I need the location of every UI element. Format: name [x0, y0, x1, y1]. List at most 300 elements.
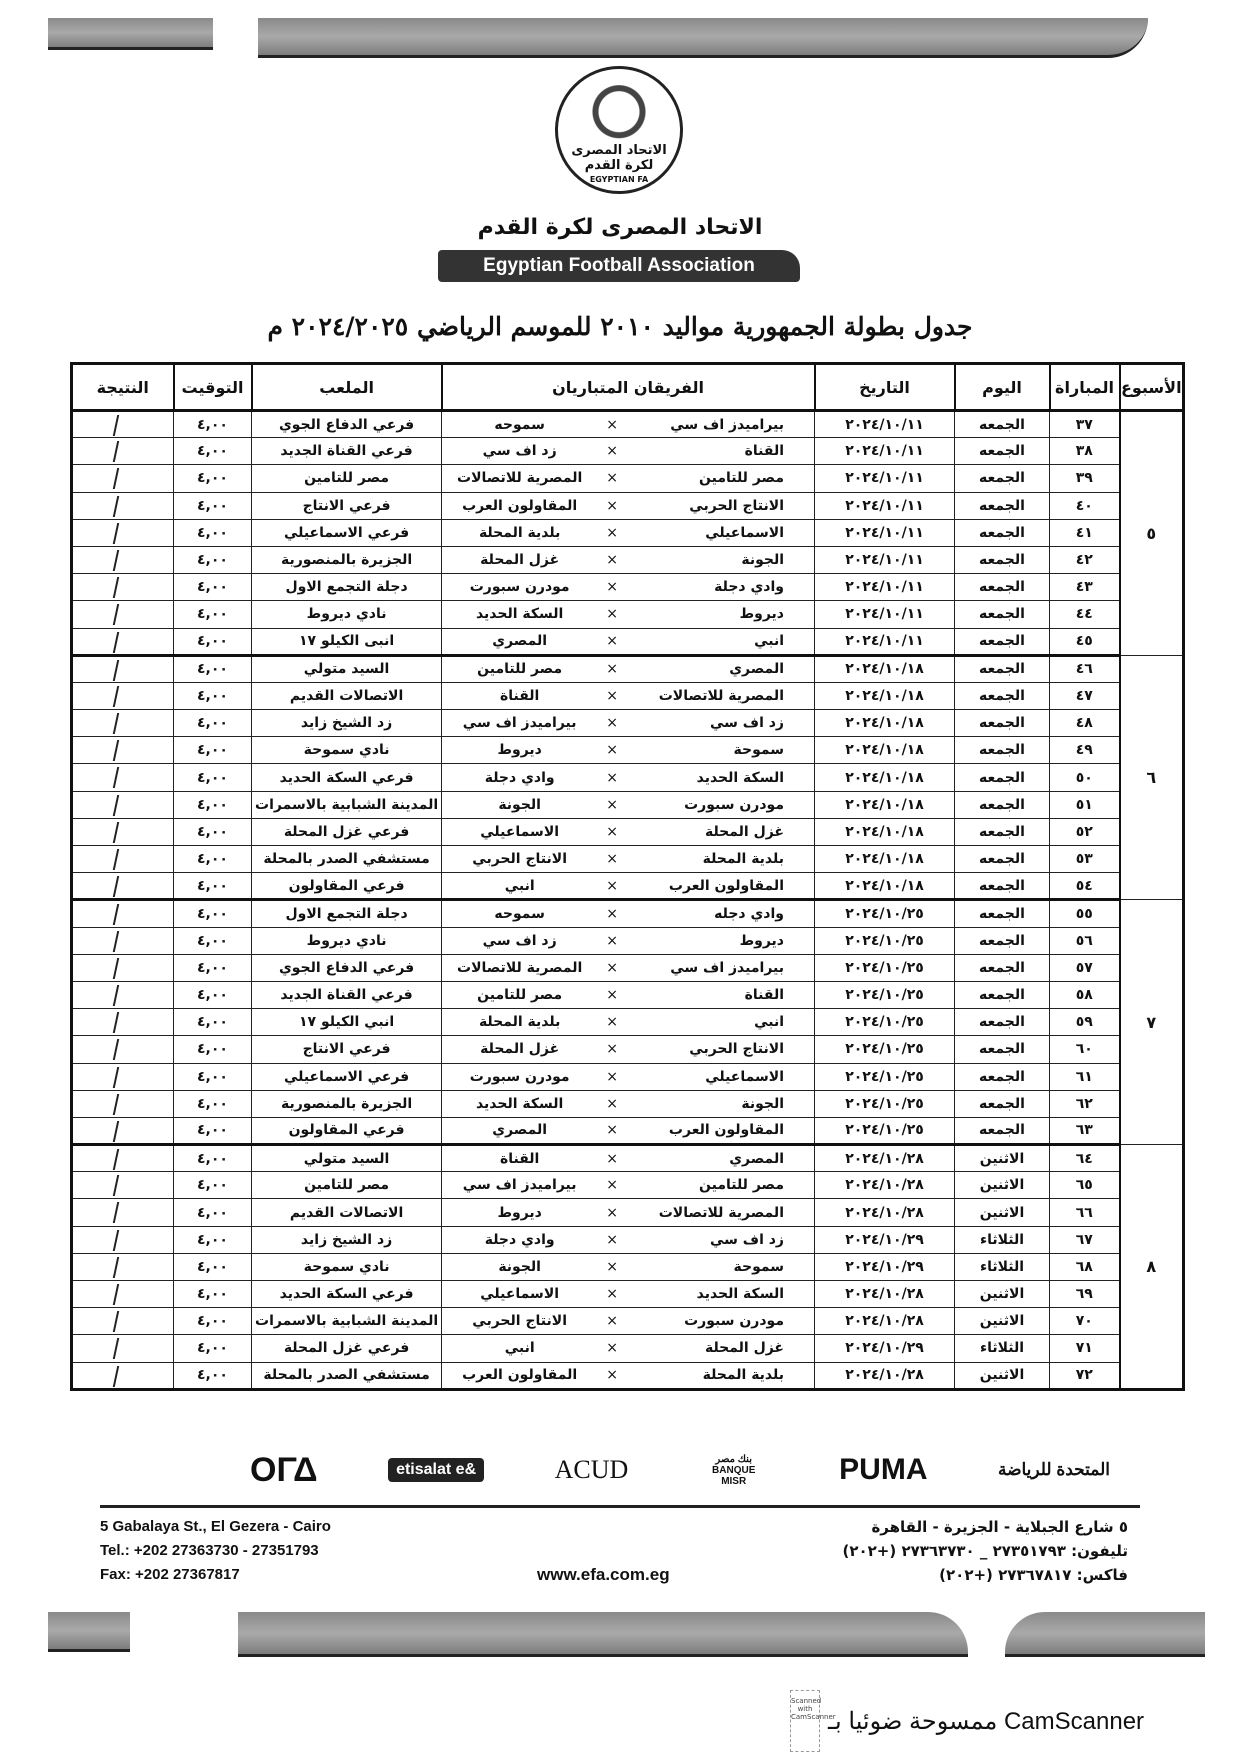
match-number: ٤٤: [1050, 601, 1120, 628]
kickoff-time: ٤,٠٠: [174, 1253, 252, 1280]
match-number: ٧١: [1050, 1335, 1120, 1362]
col-week: الأسبوع: [1120, 364, 1184, 411]
vs-mark: ×: [597, 1253, 627, 1280]
result-cell: [72, 737, 174, 764]
home-team: سموحة: [627, 1253, 814, 1280]
kickoff-time: ٤,٠٠: [174, 1172, 252, 1199]
col-time: التوقيت: [174, 364, 252, 411]
match-number: ٥٨: [1050, 981, 1120, 1008]
match-day: الجمعه: [955, 465, 1050, 492]
match-day: الجمعه: [955, 574, 1050, 601]
home-team: مودرن سبورت: [627, 791, 814, 818]
table-row: [72, 764, 1184, 791]
table-row: [72, 438, 1184, 465]
footer-stripe-right: [1005, 1612, 1205, 1657]
match-date: ٢٠٢٤/١٠/٢٩: [815, 1226, 955, 1253]
result-slash: [113, 740, 119, 761]
vs-mark: ×: [597, 492, 627, 519]
result-cell: [72, 1145, 174, 1172]
address-line: 5 Gabalaya St., El Gezera - Cairo: [100, 1518, 331, 1535]
table-row: [72, 655, 1184, 682]
kickoff-time: ٤,٠٠: [174, 1090, 252, 1117]
stadium: فرعي الدفاع الجوي: [252, 411, 442, 438]
kickoff-time: ٤,٠٠: [174, 1117, 252, 1144]
result-cell: [72, 1308, 174, 1335]
home-team: بلدية المحلة: [627, 846, 814, 873]
result-slash: [113, 550, 119, 571]
away-team: الانتاج الحربي: [442, 846, 598, 873]
table-row: [72, 601, 1184, 628]
stadium: فرعي السكة الحديد: [252, 1281, 442, 1308]
kickoff-time: ٤,٠٠: [174, 791, 252, 818]
sponsors-bar: [250, 1445, 1110, 1495]
header-stripe-left: [48, 18, 213, 50]
table-header: [72, 364, 1184, 411]
kickoff-time: ٤,٠٠: [174, 546, 252, 573]
stadium: زد الشيخ زايد: [252, 710, 442, 737]
match-date: ٢٠٢٤/١٠/٢٥: [815, 900, 955, 927]
kickoff-time: ٤,٠٠: [174, 927, 252, 954]
match-number: ٧٢: [1050, 1362, 1120, 1389]
table-row: [72, 682, 1184, 709]
home-team: المصري: [627, 1145, 814, 1172]
vs-mark: ×: [597, 519, 627, 546]
result-cell: [72, 1281, 174, 1308]
table-row: [72, 1253, 1184, 1280]
table-row: [72, 900, 1184, 927]
result-cell: [72, 519, 174, 546]
result-slash: [113, 632, 119, 653]
result-cell: [72, 873, 174, 900]
vs-mark: ×: [597, 737, 627, 764]
home-team: المصري: [627, 655, 814, 682]
vs-mark: ×: [597, 981, 627, 1008]
match-number: ٦٥: [1050, 1172, 1120, 1199]
week-number: ٥: [1120, 411, 1184, 656]
away-team: مصر للتامين: [442, 655, 598, 682]
away-team: غزل المحلة: [442, 1036, 598, 1063]
match-number: ٤٦: [1050, 655, 1120, 682]
home-team: المقاولون العرب: [627, 1117, 814, 1144]
match-number: ٥٤: [1050, 873, 1120, 900]
match-day: الجمعه: [955, 791, 1050, 818]
vs-mark: ×: [597, 465, 627, 492]
week-number: ٧: [1120, 900, 1184, 1145]
page-title: جدول بطولة الجمهورية مواليد ٢٠١٠ للموسم الرياضي ٢٠٢٤/٢٠٢٥ م: [267, 312, 973, 341]
home-team: وادي دجلة: [627, 574, 814, 601]
match-day: الاثنين: [955, 1308, 1050, 1335]
stadium: الاتصالات القديم: [252, 1199, 442, 1226]
match-day: الجمعه: [955, 846, 1050, 873]
match-number: ٦٩: [1050, 1281, 1120, 1308]
vs-mark: ×: [597, 655, 627, 682]
vs-mark: ×: [597, 546, 627, 573]
stadium: مصر للتامين: [252, 1172, 442, 1199]
match-day: الجمعه: [955, 1090, 1050, 1117]
result-slash: [113, 1311, 119, 1332]
result-slash: [113, 1012, 119, 1033]
match-number: ٣٨: [1050, 438, 1120, 465]
match-date: ٢٠٢٤/١٠/١١: [815, 628, 955, 655]
home-team: انبي: [627, 628, 814, 655]
table-row: [72, 791, 1184, 818]
match-number: ٤٢: [1050, 546, 1120, 573]
match-day: الثلاثاء: [955, 1335, 1050, 1362]
result-slash: [113, 985, 119, 1006]
table-row: [72, 1308, 1184, 1335]
table-row: [72, 1226, 1184, 1253]
kickoff-time: ٤,٠٠: [174, 873, 252, 900]
table-row: [72, 873, 1184, 900]
away-team: ديروط: [442, 737, 598, 764]
result-slash: [113, 1230, 119, 1251]
match-date: ٢٠٢٤/١٠/٢٥: [815, 954, 955, 981]
table-row: [72, 628, 1184, 655]
away-team: بلدية المحلة: [442, 519, 598, 546]
stadium: مستشفي الصدر بالمحلة: [252, 846, 442, 873]
logo-text-ar: الاتحاد المصرى لكرة القدم: [571, 143, 667, 173]
away-team: المقاولون العرب: [442, 1362, 598, 1389]
match-day: الجمعه: [955, 818, 1050, 845]
vs-mark: ×: [597, 764, 627, 791]
stadium: انبي الكيلو ١٧: [252, 1009, 442, 1036]
match-number: ٥٣: [1050, 846, 1120, 873]
match-day: الثلاثاء: [955, 1226, 1050, 1253]
result-slash: [113, 767, 119, 788]
table-row: [72, 818, 1184, 845]
result-cell: [72, 1226, 174, 1253]
address-en: [100, 1515, 331, 1587]
match-day: الجمعه: [955, 628, 1050, 655]
match-day: الاثنين: [955, 1145, 1050, 1172]
kickoff-time: ٤,٠٠: [174, 764, 252, 791]
stadium: فرعي الانتاج: [252, 1036, 442, 1063]
result-slash: [113, 713, 119, 734]
result-cell: [72, 1335, 174, 1362]
match-number: ٥١: [1050, 791, 1120, 818]
fixtures-table: [70, 362, 1185, 1391]
result-cell: [72, 710, 174, 737]
match-date: ٢٠٢٤/١٠/١٨: [815, 737, 955, 764]
match-date: ٢٠٢٤/١٠/٢٥: [815, 981, 955, 1008]
away-team: مودرن سبورت: [442, 1063, 598, 1090]
match-day: الثلاثاء: [955, 1253, 1050, 1280]
kickoff-time: ٤,٠٠: [174, 655, 252, 682]
result-cell: [72, 900, 174, 927]
sponsor-ora: OΓΔ: [250, 1450, 318, 1489]
match-date: ٢٠٢٤/١٠/٢٨: [815, 1172, 955, 1199]
stadium: دجلة التجمع الاول: [252, 574, 442, 601]
match-day: الجمعه: [955, 981, 1050, 1008]
result-slash: [113, 931, 119, 952]
vs-mark: ×: [597, 1281, 627, 1308]
vs-mark: ×: [597, 818, 627, 845]
efa-logo: [555, 66, 683, 194]
sponsor-puma: PUMA: [839, 1453, 928, 1486]
table-row: [72, 737, 1184, 764]
result-slash: [113, 1257, 119, 1278]
result-cell: [72, 1063, 174, 1090]
result-slash: [113, 660, 119, 681]
kickoff-time: ٤,٠٠: [174, 682, 252, 709]
stadium: فرعي المقاولون: [252, 873, 442, 900]
stadium: مستشفي الصدر بالمحلة: [252, 1362, 442, 1389]
table-row: [72, 846, 1184, 873]
away-team: الاسماعيلي: [442, 1281, 598, 1308]
away-team: زد اف سي: [442, 438, 598, 465]
stadium: فرعي الاسماعيلي: [252, 1063, 442, 1090]
match-day: الجمعه: [955, 900, 1050, 927]
table-row: [72, 1036, 1184, 1063]
match-number: ٤٨: [1050, 710, 1120, 737]
match-date: ٢٠٢٤/١٠/١٨: [815, 655, 955, 682]
home-team: وادي دجله: [627, 900, 814, 927]
col-teams: الفريقان المتباريان: [442, 364, 815, 411]
table-row: [72, 1172, 1184, 1199]
camscanner-badge: Scanned with CamScanner: [790, 1690, 820, 1752]
match-day: الجمعه: [955, 1036, 1050, 1063]
kickoff-time: ٤,٠٠: [174, 438, 252, 465]
kickoff-time: ٤,٠٠: [174, 900, 252, 927]
result-cell: [72, 682, 174, 709]
result-slash: [113, 849, 119, 870]
match-date: ٢٠٢٤/١٠/٢٨: [815, 1199, 955, 1226]
vs-mark: ×: [597, 411, 627, 438]
home-team: المقاولون العرب: [627, 873, 814, 900]
address-line-ar: ٥ شارع الجبلاية - الجزيرة - القاهرة: [871, 1518, 1128, 1536]
match-date: ٢٠٢٤/١٠/١١: [815, 601, 955, 628]
match-date: ٢٠٢٤/١٠/٢٩: [815, 1253, 955, 1280]
col-stadium: الملعب: [252, 364, 442, 411]
match-number: ٦٦: [1050, 1199, 1120, 1226]
result-slash: [113, 686, 119, 707]
match-date: ٢٠٢٤/١٠/١٨: [815, 682, 955, 709]
home-team: الجونة: [627, 546, 814, 573]
away-team: القناة: [442, 682, 598, 709]
home-team: السكة الحديد: [627, 764, 814, 791]
match-number: ٦٧: [1050, 1226, 1120, 1253]
result-slash: [113, 1202, 119, 1223]
match-number: ٥٧: [1050, 954, 1120, 981]
result-slash: [113, 1149, 119, 1170]
result-cell: [72, 492, 174, 519]
match-date: ٢٠٢٤/١٠/٢٨: [815, 1308, 955, 1335]
result-cell: [72, 1117, 174, 1144]
table-row: [72, 574, 1184, 601]
result-cell: [72, 465, 174, 492]
result-cell: [72, 628, 174, 655]
result-slash: [113, 441, 119, 462]
away-team: بيراميدز اف سي: [442, 710, 598, 737]
table-row: [72, 1281, 1184, 1308]
result-cell: [72, 655, 174, 682]
stadium: نادي ديروط: [252, 927, 442, 954]
result-slash: [113, 1366, 119, 1387]
home-team: الانتاج الحربي: [627, 1036, 814, 1063]
kickoff-time: ٤,٠٠: [174, 1199, 252, 1226]
camscanner-text: CamScanner ممسوحة ضوئيا بـ: [828, 1707, 1145, 1735]
sponsor-etisalat: etisalat e&: [388, 1458, 484, 1482]
match-day: الاثنين: [955, 1281, 1050, 1308]
vs-mark: ×: [597, 1063, 627, 1090]
stadium: نادي سموحة: [252, 1253, 442, 1280]
table-row: [72, 927, 1184, 954]
table-row: [72, 519, 1184, 546]
table-row: [72, 546, 1184, 573]
stadium: انبى الكيلو ١٧: [252, 628, 442, 655]
kickoff-time: ٤,٠٠: [174, 1308, 252, 1335]
org-title-en: Egyptian Football Association: [438, 250, 800, 282]
week-number: ٨: [1120, 1145, 1184, 1390]
result-slash: [113, 958, 119, 979]
result-cell: [72, 1009, 174, 1036]
match-date: ٢٠٢٤/١٠/١٨: [815, 791, 955, 818]
result-cell: [72, 574, 174, 601]
result-slash: [113, 822, 119, 843]
result-slash: [113, 1121, 119, 1142]
match-number: ٤٣: [1050, 574, 1120, 601]
vs-mark: ×: [597, 628, 627, 655]
away-team: غزل المحلة: [442, 546, 598, 573]
match-day: الجمعه: [955, 411, 1050, 438]
result-slash: [113, 1284, 119, 1305]
stadium: الجزيرة بالمنصورية: [252, 1090, 442, 1117]
match-day: الجمعه: [955, 682, 1050, 709]
match-number: ٤٠: [1050, 492, 1120, 519]
home-team: الاسماعيلي: [627, 519, 814, 546]
match-date: ٢٠٢٤/١٠/١١: [815, 519, 955, 546]
vs-mark: ×: [597, 954, 627, 981]
result-cell: [72, 1253, 174, 1280]
result-slash: [113, 415, 119, 436]
vs-mark: ×: [597, 1172, 627, 1199]
phone-line: Tel.: +202 27363730 - 27351793: [100, 1542, 319, 1559]
home-team: زد اف سي: [627, 1226, 814, 1253]
match-number: ٦٠: [1050, 1036, 1120, 1063]
home-team: بيراميدز اف سي: [627, 954, 814, 981]
stadium: فرعي غزل المحلة: [252, 1335, 442, 1362]
table-row: [72, 954, 1184, 981]
kickoff-time: ٤,٠٠: [174, 954, 252, 981]
vs-mark: ×: [597, 1362, 627, 1389]
result-slash: [113, 876, 119, 897]
match-day: الجمعه: [955, 1117, 1050, 1144]
home-team: ديروط: [627, 927, 814, 954]
table-row: [72, 411, 1184, 438]
home-team: بلدية المحلة: [627, 1362, 814, 1389]
vs-mark: ×: [597, 682, 627, 709]
vs-mark: ×: [597, 791, 627, 818]
match-date: ٢٠٢٤/١٠/٢٥: [815, 1090, 955, 1117]
result-slash: [113, 1338, 119, 1359]
vs-mark: ×: [597, 1117, 627, 1144]
table-row: [72, 1090, 1184, 1117]
vs-mark: ×: [597, 1226, 627, 1253]
kickoff-time: ٤,٠٠: [174, 981, 252, 1008]
home-team: السكة الحديد: [627, 1281, 814, 1308]
vs-mark: ×: [597, 1308, 627, 1335]
home-team: الجونة: [627, 1090, 814, 1117]
match-number: ٥٥: [1050, 900, 1120, 927]
col-day: اليوم: [955, 364, 1050, 411]
home-team: ديروط: [627, 601, 814, 628]
stadium: فرعي الانتاج: [252, 492, 442, 519]
table-row: [72, 1117, 1184, 1144]
match-date: ٢٠٢٤/١٠/١١: [815, 574, 955, 601]
footer-divider: [100, 1505, 1140, 1508]
stadium: فرعي غزل المحلة: [252, 818, 442, 845]
match-number: ٦٢: [1050, 1090, 1120, 1117]
match-number: ٣٩: [1050, 465, 1120, 492]
result-cell: [72, 981, 174, 1008]
home-team: القناة: [627, 438, 814, 465]
result-cell: [72, 438, 174, 465]
result-slash: [113, 577, 119, 598]
away-team: المصرية للاتصالات: [442, 954, 598, 981]
match-date: ٢٠٢٤/١٠/٢٨: [815, 1145, 955, 1172]
away-team: الاسماعيلي: [442, 818, 598, 845]
home-team: انبي: [627, 1009, 814, 1036]
match-date: ٢٠٢٤/١٠/١١: [815, 546, 955, 573]
away-team: انبي: [442, 1335, 598, 1362]
stadium: فرعي الاسماعيلي: [252, 519, 442, 546]
stadium: السيد متولي: [252, 655, 442, 682]
match-number: ٦٨: [1050, 1253, 1120, 1280]
result-cell: [72, 546, 174, 573]
stadium: فرعي القناة الجديد: [252, 981, 442, 1008]
match-date: ٢٠٢٤/١٠/١٨: [815, 818, 955, 845]
stadium: مصر للتامين: [252, 465, 442, 492]
camscanner-watermark: [790, 1690, 1144, 1752]
away-team: سموحه: [442, 411, 598, 438]
vs-mark: ×: [597, 1199, 627, 1226]
result-cell: [72, 1199, 174, 1226]
match-day: الجمعه: [955, 764, 1050, 791]
stadium: نادي ديروط: [252, 601, 442, 628]
away-team: وادي دجلة: [442, 1226, 598, 1253]
address-ar: [842, 1515, 1128, 1587]
match-day: الجمعه: [955, 1009, 1050, 1036]
stadium: السيد متولي: [252, 1145, 442, 1172]
away-team: المصري: [442, 1117, 598, 1144]
match-day: الجمعه: [955, 519, 1050, 546]
match-day: الاثنين: [955, 1172, 1050, 1199]
vs-mark: ×: [597, 927, 627, 954]
match-number: ٤٩: [1050, 737, 1120, 764]
table-body: [72, 411, 1184, 1390]
away-team: الجونة: [442, 1253, 598, 1280]
vs-mark: ×: [597, 574, 627, 601]
sponsor-acud: ACUD: [554, 1455, 629, 1484]
footer-stripe-main: [238, 1612, 968, 1657]
vs-mark: ×: [597, 1335, 627, 1362]
vs-mark: ×: [597, 900, 627, 927]
match-day: الاثنين: [955, 1199, 1050, 1226]
vs-mark: ×: [597, 846, 627, 873]
match-day: الجمعه: [955, 954, 1050, 981]
vs-mark: ×: [597, 710, 627, 737]
match-date: ٢٠٢٤/١٠/١٨: [815, 846, 955, 873]
match-number: ٦٣: [1050, 1117, 1120, 1144]
match-day: الجمعه: [955, 873, 1050, 900]
table-row: [72, 710, 1184, 737]
stadium: المدينة الشبابية بالاسمرات: [252, 1308, 442, 1335]
kickoff-time: ٤,٠٠: [174, 1036, 252, 1063]
match-date: ٢٠٢٤/١٠/٢٨: [815, 1281, 955, 1308]
home-team: الانتاج الحربي: [627, 492, 814, 519]
match-number: ٦٤: [1050, 1145, 1120, 1172]
stadium: فرعي السكة الحديد: [252, 764, 442, 791]
